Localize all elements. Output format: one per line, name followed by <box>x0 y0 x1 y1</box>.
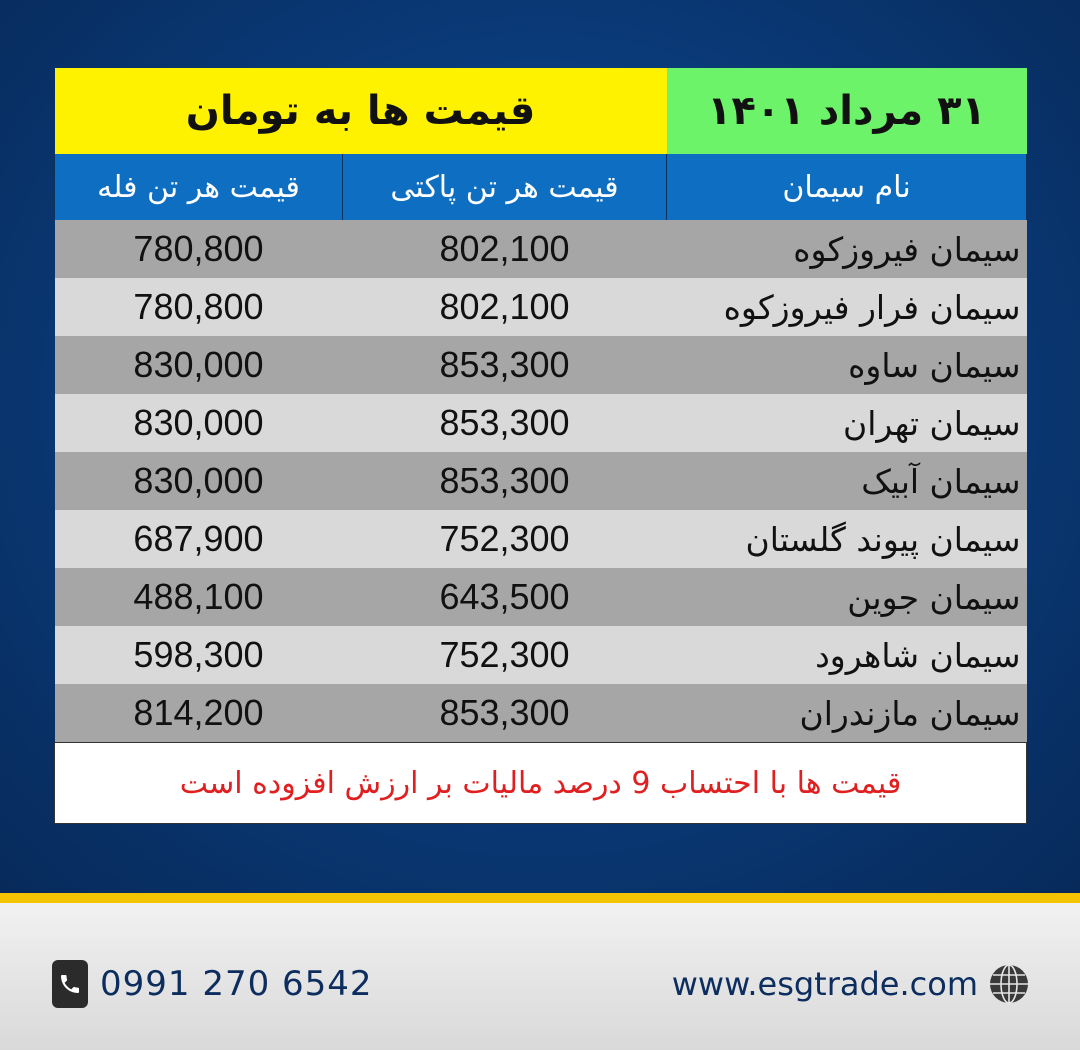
table-row <box>55 394 1027 452</box>
phone-contact <box>52 958 373 1010</box>
packed-price-cell: 802,100 <box>343 220 667 278</box>
cement-name-column-header: نام سیمان <box>667 154 1027 220</box>
date-header: ۳۱ مرداد ۱۴۰۱ <box>667 68 1027 154</box>
packed-price-cell: 853,300 <box>343 452 667 510</box>
bulk-price-column-header: قیمت هر تن فله <box>55 154 343 220</box>
bulk-price-cell: 780,800 <box>55 220 343 278</box>
cement-name-cell: سیمان آبیک <box>667 452 1027 510</box>
prices-unit-header: قیمت ها به تومان <box>55 68 667 154</box>
website-url[interactable]: www.esgtrade.com <box>671 965 978 1003</box>
bulk-price-cell: 814,200 <box>55 684 343 743</box>
packed-price-cell: 802,100 <box>343 278 667 336</box>
table-row <box>55 684 1027 743</box>
cement-name-cell: سیمان فیروزکوه <box>667 220 1027 278</box>
packed-price-cell: 643,500 <box>343 568 667 626</box>
bulk-price-cell: 830,000 <box>55 394 343 452</box>
bulk-price-cell: 598,300 <box>55 626 343 684</box>
title-row <box>55 68 1027 154</box>
cement-price-table <box>54 68 1027 824</box>
table-row <box>55 278 1027 336</box>
table-row <box>55 626 1027 684</box>
cement-name-cell: سیمان تهران <box>667 394 1027 452</box>
table-row <box>55 220 1027 278</box>
packed-price-cell: 853,300 <box>343 684 667 743</box>
cement-name-cell: سیمان فرار فیروزکوه <box>667 278 1027 336</box>
accent-divider <box>0 893 1080 903</box>
website-contact <box>672 958 1030 1010</box>
cement-name-cell: سیمان شاهرود <box>667 626 1027 684</box>
globe-icon <box>988 963 1030 1005</box>
note-row <box>55 743 1027 824</box>
packed-price-cell: 752,300 <box>343 626 667 684</box>
cement-name-cell: سیمان جوین <box>667 568 1027 626</box>
cement-name-cell: سیمان ساوه <box>667 336 1027 394</box>
cement-name-cell: سیمان پیوند گلستان <box>667 510 1027 568</box>
vat-note: قیمت ها با احتساب 9 درصد مالیات بر ارزش افزوده است <box>55 743 1027 824</box>
bulk-price-cell: 780,800 <box>55 278 343 336</box>
table-row <box>55 510 1027 568</box>
table-row <box>55 452 1027 510</box>
bulk-price-cell: 488,100 <box>55 568 343 626</box>
packed-price-column-header: قیمت هر تن پاکتی <box>343 154 667 220</box>
packed-price-cell: 752,300 <box>343 510 667 568</box>
bulk-price-cell: 830,000 <box>55 336 343 394</box>
bulk-price-cell: 687,900 <box>55 510 343 568</box>
bulk-price-cell: 830,000 <box>55 452 343 510</box>
packed-price-cell: 853,300 <box>343 394 667 452</box>
column-header-row <box>55 154 1027 220</box>
phone-icon <box>52 960 88 1008</box>
cement-name-cell: سیمان مازندران <box>667 684 1027 743</box>
phone-number: 0991 270 6542 <box>100 964 373 1004</box>
table-row <box>55 336 1027 394</box>
packed-price-cell: 853,300 <box>343 336 667 394</box>
table-row <box>55 568 1027 626</box>
